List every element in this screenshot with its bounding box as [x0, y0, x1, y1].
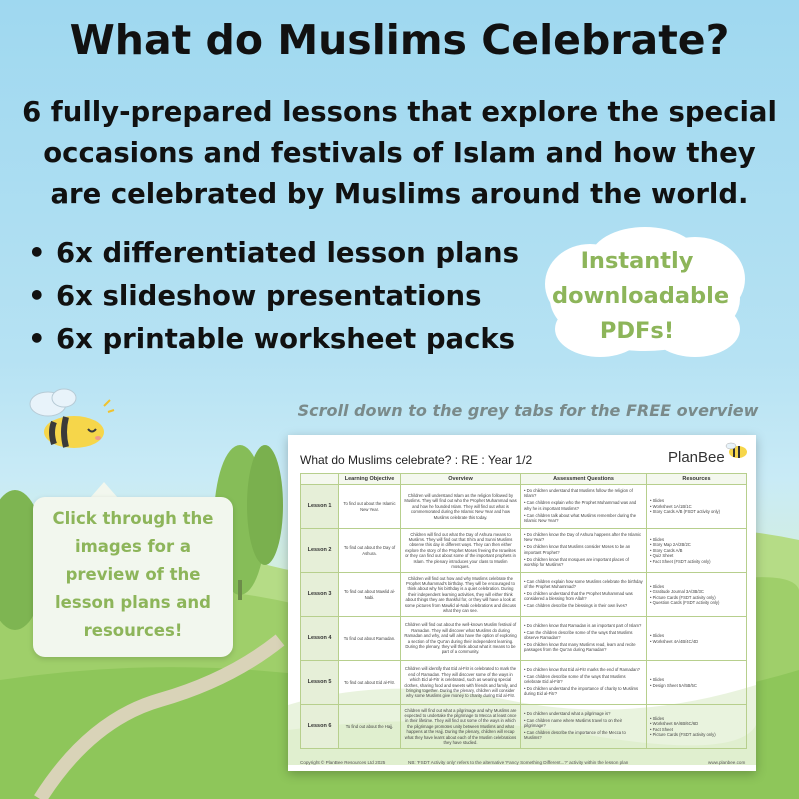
- planbee-bee-icon: [724, 441, 748, 459]
- lesson-name: Lesson 2: [301, 529, 339, 573]
- lesson-overview: Children will find out what a pilgrimage and why Muslims are expected to undertake the pilgrimage to Mecca at least once in their lifetime. They will find out some of the ways in which the pilgrimage promotes unity between Muslims and what happens at the Hajj. During the plenary, children will recap what they have learnt about each of the Muslim celebrations they have studied.: [401, 705, 521, 749]
- learning-objective: To find out about the Islamic New Year.: [339, 485, 401, 529]
- assessment-question: • Do children know the Day of Ashura happens after the Islamic New Year?: [524, 532, 642, 543]
- document-footnote: NB: 'FSDT Activity only' refers to the alternative 'Fancy Something Different...?' activity within the lesson plan: [408, 760, 629, 765]
- assessment-questions: [521, 529, 647, 573]
- lesson-overview: Children will identify that Eid al-Fitr is celebrated to mark the end of Ramadan. They will discover some of the ways in which Eid al-Fitr is celebrated, such as wearing special clothes, sharing food and sweets with friends and family, and bringing together. During the plenary, children will consider why some Muslims give money to charity during Eid al-Fitr.: [401, 661, 521, 705]
- assessment-question: • Do children know that mosques are important places of worship for Muslims?: [524, 556, 629, 568]
- resource-item: • Slides: [650, 498, 665, 504]
- assessment-question: • Can children explain how some Muslims celebrate the birthday of the Prophet Muhammad?: [524, 578, 643, 590]
- lesson-name: Lesson 3: [301, 573, 339, 617]
- resource-item: • Slides: [650, 536, 665, 542]
- lesson-overview: Children will find out what the Day of Ashura means to Muslims. They will find out that Shi'a and Sunni Muslims observe this day in different ways. They can then either explore the story of the Prophet Moses freeing the Israelites or they can find out about some of the important prophets in Islam. The plenary introduces your class to Muslim mosques.: [401, 529, 521, 573]
- lesson-name: Lesson 6: [301, 705, 339, 749]
- resources-list: [647, 485, 747, 529]
- feature-list: [28, 232, 519, 361]
- preview-callout-text: Click through the images for a preview of the lesson plans and resources!: [52, 509, 214, 640]
- document-url: www.planbee.com: [708, 760, 746, 765]
- resource-item: • Fact Sheet (FSDT activity only): [650, 558, 711, 564]
- table-row: [301, 661, 747, 705]
- document-copyright: Copyright © PlanBee Resources Ltd 2025: [300, 760, 386, 765]
- resource-item: • Slides: [650, 583, 665, 589]
- lesson-overview: Children will find out about the well-known Muslim festival of Ramadan. They will discover what Muslims do during Ramadan and why, and will also have the option of exploring a section of the Qur'an during their independent learning. During the plenary, they will think about what it means to be part of a community.: [401, 617, 521, 661]
- assessment-question: • Do children understand what a pilgrimage is?: [524, 710, 611, 716]
- assessment-question: • Do children know that Muslims consider Moses to be an important Prophet?: [524, 544, 631, 555]
- table-row: [301, 485, 747, 529]
- learning-objective: To find out about the Hajj.: [339, 705, 401, 749]
- table-row: [301, 705, 747, 749]
- feature-item: • 6x differentiated lesson plans: [28, 237, 519, 269]
- assessment-question: • Can children name where Muslims travel to on their pilgrimage?: [524, 717, 623, 729]
- resource-item: • Worksheet 4A/4B/4C/4D: [650, 638, 699, 644]
- assessment-questions: [521, 617, 647, 661]
- resource-item: • Fact Sheet: [650, 726, 673, 732]
- planbee-logo: PlanBee: [668, 449, 725, 466]
- table-row: [301, 617, 747, 661]
- resource-item: • Story Map 2A/2B/2C: [650, 542, 691, 548]
- resource-item: • Slides: [650, 633, 665, 639]
- assessment-question: • Do children understand the importance of charity to Muslims during Eid al-Fitr?: [524, 685, 639, 697]
- resources-list: [647, 617, 747, 661]
- assessment-question: • Do children know that Ramadan is an important part of Islam?: [524, 622, 642, 628]
- assessment-question: • Do children know that many Muslims read, learn and recite passages from the Qur'an during Ramadan?: [524, 641, 636, 653]
- resource-item: • Design Sheet 5A/5B/5C: [650, 682, 697, 688]
- scroll-note: Scroll down to the grey tabs for the FREE overview: [297, 401, 759, 420]
- column-header: Resources: [647, 474, 747, 485]
- lesson-overview: Children will find out how and why Muslims celebrate the Prophet Muhammad's birthday. They will be encouraged to think about why his birthday is a quiet celebration. During their independent learning activities, they will either think about things they are thankful for, or they will have a look at some pictures from Mawlid al-Nabi celebrations and discuss what they can see.: [401, 573, 521, 617]
- lesson-name: Lesson 1: [301, 485, 339, 529]
- resource-item: • Question Cards (FSDT activity only): [650, 599, 720, 605]
- callout-pointer: [90, 482, 118, 498]
- lesson-table: [300, 473, 747, 749]
- assessment-question: • Can children describe some of the ways that Muslims celebrate Eid al-Fitr?: [524, 673, 626, 685]
- resource-item: • Gratitude Journal 3A/3B/3C: [650, 589, 704, 595]
- column-header: Overview: [401, 474, 521, 485]
- resource-item: • Slides: [650, 677, 665, 683]
- assessment-questions: [521, 485, 647, 529]
- column-header: Learning Objective: [339, 474, 401, 485]
- learning-objective: To find out about Eid al-Fitr.: [339, 661, 401, 705]
- assessment-questions: [521, 661, 647, 705]
- assessment-question: • Do children understand that Muslims follow the religion of Islam?: [524, 488, 633, 499]
- assessment-question: • Do children understand that the Prophet Muhammad was considered a blessing from Allah?: [524, 591, 633, 602]
- resource-item: • Story Cards A/B (FSDT activity only): [650, 509, 721, 515]
- resources-list: [647, 573, 747, 617]
- lesson-name: Lesson 5: [301, 661, 339, 705]
- download-note: Instantly downloadable PDFs!: [552, 248, 730, 344]
- resources-list: [647, 661, 747, 705]
- learning-objective: To find out about Ramadan.: [339, 617, 401, 661]
- resources-list: [647, 705, 747, 749]
- feature-item: • 6x printable worksheet packs: [28, 323, 516, 355]
- resource-item: • Worksheet 1A/1B/1C: [650, 503, 692, 509]
- document-title: What do Muslims celebrate? : RE : Year 1/2: [300, 453, 533, 467]
- bee-icon: [26, 384, 116, 454]
- learning-objective: To find out about the Day of Ashura.: [339, 529, 401, 573]
- assessment-question: • Can children talk about what Muslims remember during the Islamic New Year?: [524, 512, 637, 524]
- page-title: What do Muslims Celebrate?: [69, 16, 730, 64]
- resource-item: • Picture Cards (FSDT activity only): [650, 731, 716, 737]
- assessment-question: • Can children describe the importance of the Mecca to Muslims?: [524, 729, 626, 741]
- assessment-question: • Do children know that Eid al-Fitr marks the end of Ramadan?: [524, 666, 640, 672]
- resource-item: • Slides: [650, 715, 665, 721]
- assessment-question: • Can children describe the blessings in their own lives?: [524, 603, 628, 609]
- resource-item: • Story Cards A/B: [650, 547, 683, 553]
- assessment-question: • Can the children describe some of the ways that Muslims observe Ramadan?: [524, 629, 633, 641]
- feature-item: • 6x slideshow presentations: [28, 280, 482, 312]
- lesson-overview-preview[interactable]: [288, 435, 756, 771]
- resource-item: • Picture Cards (FSDT activity only): [650, 594, 716, 600]
- assessment-questions: [521, 573, 647, 617]
- lesson-overview: Children will understand Islam as the religion followed by Muslims. They will find out who the Prophet Muhammad was and how he founded Islam. They will find out what is commemorated during the Islamic New Year and how Muslims celebrate this today.: [401, 485, 521, 529]
- column-header: Assessment Questions: [521, 474, 647, 485]
- table-row: [301, 529, 747, 573]
- learning-objective: To find out about Mawlid al-Nabi.: [339, 573, 401, 617]
- table-row: [301, 573, 747, 617]
- resources-list: [647, 529, 747, 573]
- preview-callout: [33, 497, 233, 657]
- resource-item: • Worksheet 6A/6B/6C/6D: [650, 721, 699, 727]
- lesson-name: Lesson 4: [301, 617, 339, 661]
- assessment-questions: [521, 705, 647, 749]
- resource-item: • Quiz Sheet: [650, 553, 674, 559]
- page-subtitle: 6 fully-prepared lessons that explore the special occasions and festivals of Islam and how they are celebrated by Muslims around the world.: [22, 96, 777, 210]
- assessment-question: • Can children explain who the Prophet Muhammad was and why he is important Muslims?: [524, 500, 637, 511]
